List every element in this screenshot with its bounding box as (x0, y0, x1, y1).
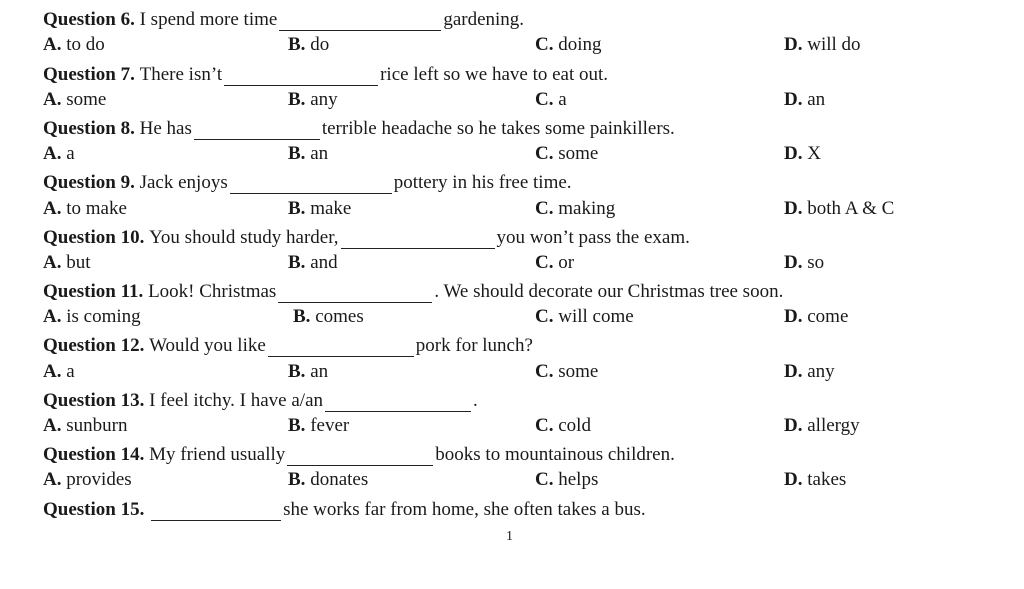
question-stem (43, 439, 1024, 466)
option-a[interactable]: A. provides (43, 469, 132, 491)
option-b[interactable]: B. and (288, 251, 338, 273)
option-d[interactable]: D. allergy (784, 415, 860, 436)
question-text-after: rice left so we have to eat out. (380, 63, 609, 85)
question-text-after: terrible headache so he takes some painkillers. (321, 117, 675, 139)
option-c[interactable]: C. some (535, 360, 599, 382)
question-stem (43, 167, 1024, 194)
options-row (43, 466, 1024, 493)
option-b[interactable]: B. comes (293, 306, 364, 328)
question-text-before: Look! Christmas (148, 281, 277, 303)
options-row (43, 412, 1024, 439)
answer-blank[interactable] (194, 124, 320, 140)
option-d[interactable]: D. X (784, 143, 821, 165)
option-d[interactable]: D. takes (784, 469, 847, 491)
option-a[interactable]: A. a (43, 143, 75, 165)
page-number: 1 (506, 529, 513, 544)
answer-blank[interactable] (224, 70, 378, 86)
question-text-before: My friend usually (149, 444, 286, 466)
option-b[interactable]: B. an (288, 143, 329, 165)
question-text-before: There isn’t (139, 63, 223, 85)
question-text-after: . We should decorate our Christmas tree soon. (434, 281, 784, 303)
question-text-after: gardening. (443, 9, 525, 31)
option-b[interactable]: B. donates (288, 469, 369, 491)
question-number: Question 6. (43, 9, 135, 31)
question-number: Question 12. (43, 335, 145, 357)
question-text-before: He has (139, 117, 192, 139)
answer-blank[interactable] (287, 450, 433, 466)
options-row (43, 303, 1024, 330)
worksheet (43, 4, 1024, 521)
answer-blank[interactable] (268, 341, 414, 357)
question-text-after: pork for lunch? (415, 335, 533, 357)
cropped-previous-line (300, 0, 560, 3)
question-number: Question 11. (43, 281, 144, 303)
option-a[interactable]: A. is coming (43, 306, 141, 328)
question-text-after: she works far from home, she often takes a bus. (283, 498, 646, 520)
options-row (43, 194, 1024, 221)
question-number: Question 8. (43, 117, 135, 139)
question-number: Question 15. (43, 498, 145, 520)
option-d[interactable]: D. so (784, 251, 825, 273)
answer-blank[interactable] (278, 287, 432, 303)
option-b[interactable]: B. fever (288, 415, 350, 436)
question-stem (43, 113, 1024, 140)
question-text-before: Jack enjoys (139, 172, 228, 194)
question-text-after: . (473, 389, 478, 411)
option-d[interactable]: D. any (784, 360, 835, 382)
question-text-after: pottery in his free time. (393, 172, 572, 194)
options-row (43, 357, 1024, 384)
option-c[interactable]: C. or (535, 251, 575, 273)
question-text-before: Would you like (149, 335, 266, 357)
question-number: Question 9. (43, 172, 135, 194)
question-stem (43, 385, 1024, 412)
option-d[interactable]: D. both A & C (784, 197, 895, 219)
option-c[interactable]: C. doing (535, 34, 602, 56)
question-text-before: I feel itchy. I have a/an (149, 389, 324, 411)
question-number: Question 10. (43, 226, 145, 248)
question-stem (43, 58, 1024, 85)
answer-blank[interactable] (341, 233, 495, 249)
options-row (43, 249, 1024, 276)
question-stem (43, 493, 1024, 520)
option-a[interactable]: A. to make (43, 197, 127, 219)
option-d[interactable]: D. an (784, 88, 826, 110)
option-c[interactable]: C. helps (535, 469, 599, 491)
answer-blank[interactable] (325, 396, 471, 412)
question-number: Question 14. (43, 444, 145, 466)
option-a[interactable]: A. a (43, 360, 75, 382)
question-number: Question 7. (43, 63, 135, 85)
question-number: Question 13. (43, 389, 145, 411)
question-text-before: I spend more time (139, 9, 278, 31)
option-c[interactable]: C. a (535, 88, 567, 110)
option-d[interactable]: D. will do (784, 34, 861, 56)
option-a[interactable]: A. sunburn (43, 415, 128, 436)
question-text-after: you won’t pass the exam. (496, 226, 690, 248)
options-row (43, 140, 1024, 167)
question-stem (43, 222, 1024, 249)
answer-blank[interactable] (230, 178, 392, 194)
question-stem (43, 4, 1024, 31)
option-d[interactable]: D. come (784, 306, 849, 328)
option-b[interactable]: B. an (288, 360, 329, 382)
option-a[interactable]: A. some (43, 88, 107, 110)
options-row (43, 86, 1024, 113)
question-text-before: You should study harder, (149, 226, 339, 248)
option-b[interactable]: B. any (288, 88, 338, 110)
answer-blank[interactable] (151, 505, 281, 521)
option-a[interactable]: A. to do (43, 34, 105, 56)
option-b[interactable]: B. make (288, 197, 352, 219)
option-b[interactable]: B. do (288, 34, 330, 56)
question-stem (43, 330, 1024, 357)
question-text-after: books to mountainous children. (435, 444, 675, 466)
question-stem (43, 276, 1024, 303)
option-c[interactable]: C. some (535, 143, 599, 165)
answer-blank[interactable] (279, 15, 441, 31)
option-c[interactable]: C. making (535, 197, 616, 219)
option-a[interactable]: A. but (43, 251, 91, 273)
option-c[interactable]: C. cold (535, 415, 591, 436)
option-c[interactable]: C. will come (535, 306, 634, 328)
options-row (43, 31, 1024, 58)
